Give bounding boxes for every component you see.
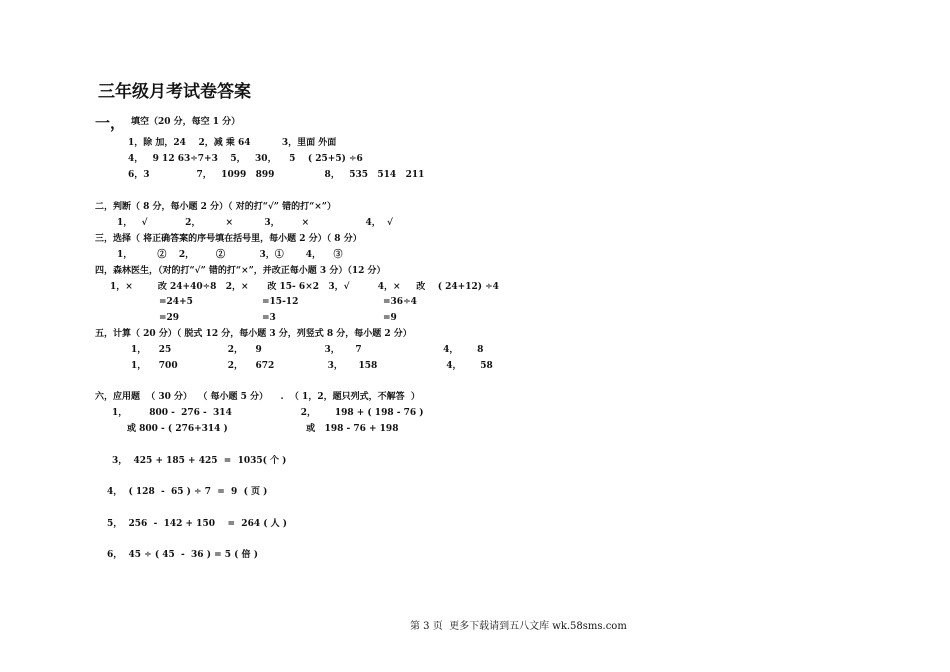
section-3-line-1: 1， ② 2， ② 3，① 4， ③ [117,250,343,260]
section-4-heading: 四，森林医生，（对的打“√” 错的打“×”，并改正每小题 3 分）（12 分） [95,266,386,276]
section-4-line-2a: =24+5 [159,297,193,307]
section-4-line-2c: =36÷4 [383,297,417,307]
section-6-line-3: 3， 425 + 185 + 425 = 1035( 个 ) [112,456,287,466]
page-title: 三年级月考试卷答案 [98,82,251,102]
section-3-heading: 三，选择（ 将正确答案的序号填在括号里，每小题 2 分）（ 8 分） [95,234,362,244]
page-footer: 第 3 页 更多下载请到五八文库 wk.58sms.com [410,621,627,632]
section-5-line-2: 1， 700 2， 672 3， 158 4， 58 [131,361,493,371]
section-4-line-3a: =29 [159,313,180,323]
section-1-line-3: 6，3 7， 1099 899 8， 535 514 211 [128,170,425,180]
section-2-heading: 二，判断（ 8 分，每小题 2 分）（ 对的打“√” 错的打“×”） [95,202,336,212]
section-4-line-3b: =3 [262,313,276,323]
section-2-line-1: 1， √ 2， × 3， × 4， √ [117,218,393,228]
section-4-line-3c: =9 [383,313,397,323]
section-1-number: 一， [95,114,126,132]
section-6-line-5: 5， 256 - 142 + 150 = 264 ( 人 ) [107,519,288,529]
section-5-line-1: 1， 25 2， 9 3， 7 4， 8 [131,345,484,355]
section-6-line-2: 或 800 - ( 276+314 ) 或 198 - 76 + 198 [127,424,399,434]
section-1-line-2: 4， 9 12 63÷7+3 5， 30， 5 ( 25+5) ÷6 [128,154,363,164]
section-6-heading: 六，应用题 （ 30 分） （ 每小题 5 分） . （ 1，2，题只列式，不解答 ） [95,392,420,402]
section-1-line-1: 1，除 加，24 2，减 乘 64 3，里面 外面 [128,138,337,148]
section-1-heading: 填空（20 分，每空 1 分） [131,117,241,127]
section-5-heading: 五，计算（ 20 分）（ 脱式 12 分，每小题 3 分，列竖式 8 分，每小题 2 分） [95,329,412,339]
section-4-line-1: 1，× 改 24+40÷8 2，× 改 15- 6×2 3，√ 4，× 改 ( 24+12) ÷4 [110,282,499,292]
section-6-line-1: 1， 800 - 276 - 314 2， 198 + ( 198 - 76 ) [112,408,424,418]
section-6-line-4: 4， ( 128 - 65 ) ÷ 7 = 9 ( 页 ) [107,487,268,497]
section-6-line-6: 6， 45 ÷ ( 45 - 36 ) = 5 ( 倍 ) [107,550,258,560]
section-4-line-2b: =15-12 [262,297,299,307]
